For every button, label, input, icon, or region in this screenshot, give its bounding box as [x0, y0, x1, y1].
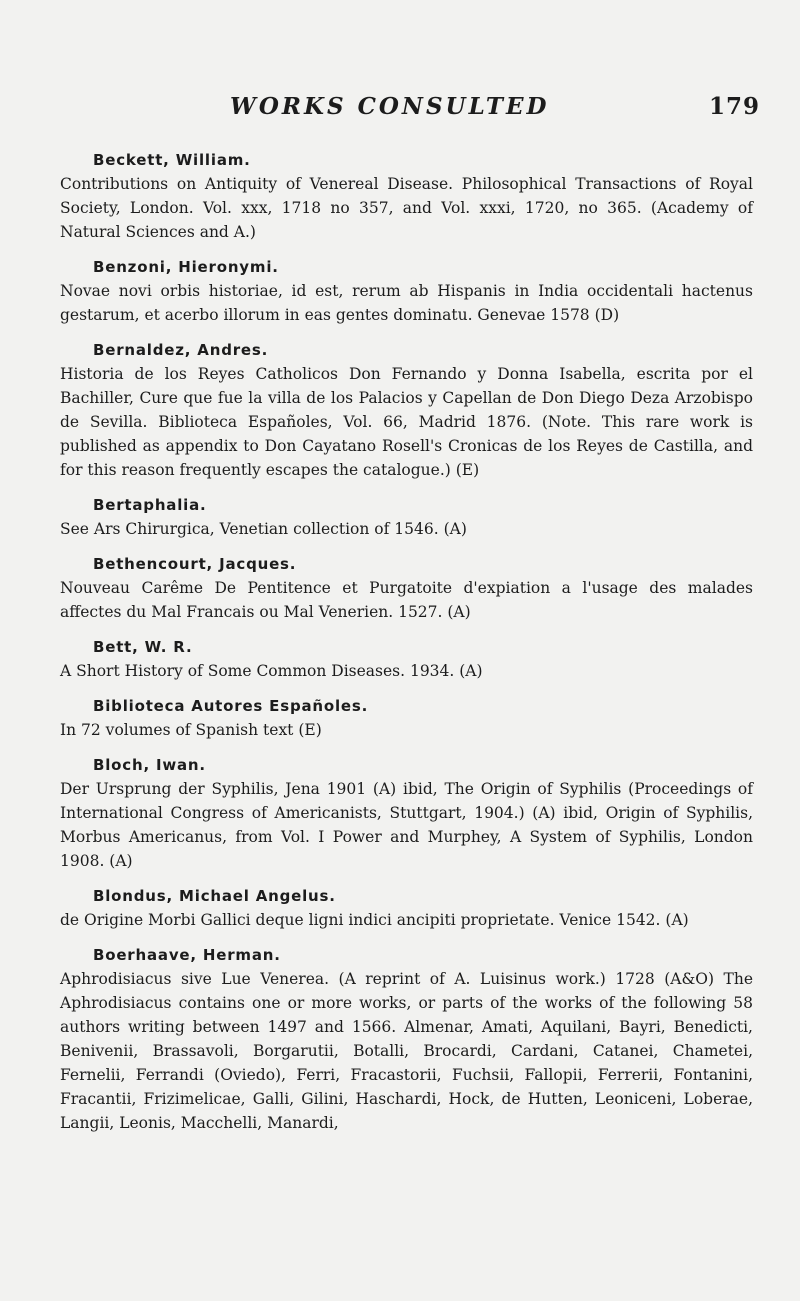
entry-author: Bethencourt, Jacques. [93, 555, 297, 573]
entry-author: Benzoni, Hieronymi. [93, 258, 279, 276]
bibliography-entry [60, 495, 753, 541]
entry-text: In 72 volumes of Spanish text (E) [60, 721, 322, 739]
entry-text: See Ars Chirurgica, Venetian collection of 1546. (A) [60, 520, 467, 538]
entry-author: Boerhaave, Herman. [93, 946, 281, 964]
entry-author: Bernaldez, Andres. [93, 341, 269, 359]
entry-text: Historia de los Reyes Catholicos Don Fernando y Donna Isabella, escrita por el Bachiller, Cure que fue la villa de los Palacios y Capellan de Don Diego Deza Arzobispo de Sevilla. Biblioteca Españoles, Vol. 66, Madrid 1876. (Note. This rare work is published as appendix to Don Cayatano Rosell's Cronicas de los Reyes de Castilla, and for this reason frequently escapes the catalogue.) (E) [60, 365, 753, 479]
entry-text: de Origine Morbi Gallici deque ligni indici ancipiti proprietate. Venice 1542. (A) [60, 911, 689, 929]
bibliography-entry [60, 755, 753, 873]
bibliography-entry [60, 554, 753, 624]
entry-author: Beckett, William. [93, 151, 251, 169]
bibliography-entry [60, 945, 753, 1135]
running-head [60, 93, 760, 133]
entry-author: Bett, W. R. [93, 638, 193, 656]
entry-author: Bertaphalia. [93, 496, 207, 514]
page-number: 179 [708, 93, 760, 120]
running-title: WORKS CONSULTED [230, 93, 550, 120]
entry-text: Contributions on Antiquity of Venereal Disease. Philosophical Transactions of Royal Society, London. Vol. xxx, 1718 no 357, and Vol. xxxi, 1720, no 365. (Academy of Natural Sciences and A.) [60, 175, 753, 241]
entry-author: Blondus, Michael Angelus. [93, 887, 336, 905]
entry-text: Novae novi orbis historiae, id est, rerum ab Hispanis in India occidentali hactenus gestarum, et acerbo illorum in eas gentes dominatu. Genevae 1578 (D) [60, 282, 753, 324]
bibliography-entry [60, 257, 753, 327]
bibliography-entry [60, 637, 753, 683]
entry-text: Aphrodisiacus sive Lue Venerea. (A reprint of A. Luisinus work.) 1728 (A&O) The Aphrodisiacus contains one or more works, or parts of the works of the following 58 authors writing between 1497 and 1566. Almenar, Amati, Aquilani, Bayri, Benedicti, Benivenii, Brassavoli, Borgarutii, Botalli, Brocardi, Cardani, Catanei, Chametei, Fernelii, Ferrandi (Oviedo), Ferri, Fracastorii, Fuchsii, Fallopii, Ferrerii, Fontanini, Fracantii, Frizimelicae, Galli, Gilini, Haschardi, Hock, de Hutten, Leoniceni, Loberae, Langii, Leonis, Macchelli, Manardi, [60, 970, 753, 1132]
bibliography-entry [60, 150, 753, 244]
bibliography-entry [60, 886, 753, 932]
entry-text: Der Ursprung der Syphilis, Jena 1901 (A) ibid, The Origin of Syphilis (Proceedings of International Congress of Americanists, Stuttgart, 1904.) (A) ibid, Origin of Syphilis, Morbus Americanus, from Vol. I Power and Murphey, A System of Syphilis, London 1908. (A) [60, 780, 753, 870]
entry-author: Bloch, Iwan. [93, 756, 206, 774]
bibliography-entry [60, 340, 753, 482]
entry-author: Biblioteca Autores Españoles. [93, 697, 369, 715]
entry-text: Nouveau Carême De Pentitence et Purgatoite d'expiation a l'usage des malades affectes du Mal Francais ou Mal Venerien. 1527. (A) [60, 579, 753, 621]
bibliography-entry [60, 696, 753, 742]
bibliography-entries [60, 150, 753, 1148]
entry-text: A Short History of Some Common Diseases. 1934. (A) [60, 662, 483, 680]
